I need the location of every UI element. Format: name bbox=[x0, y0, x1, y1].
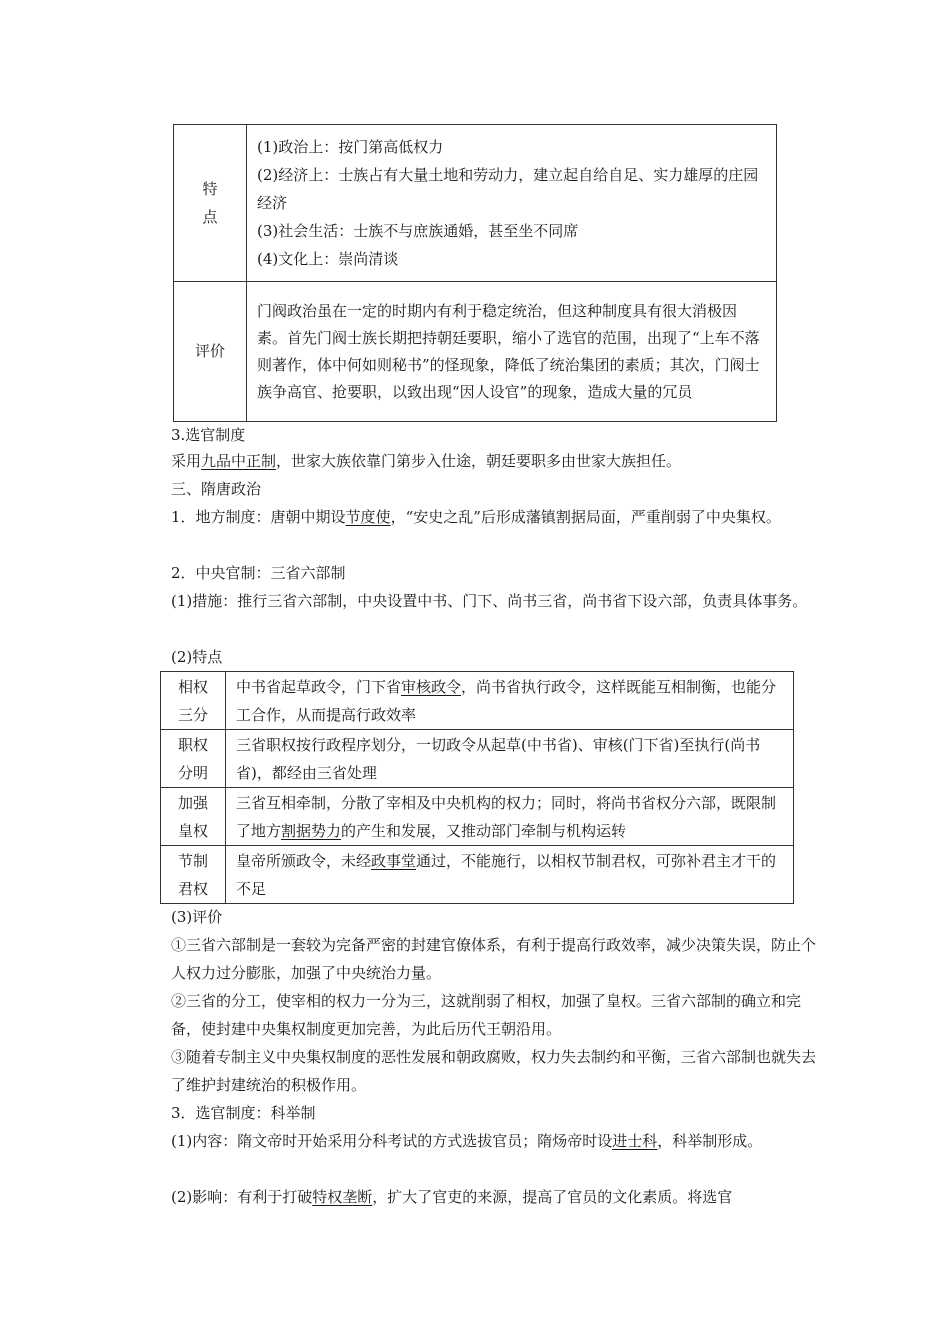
paragraph: ①三省六部制是一套较为完备严密的封建官僚体系，有利于提高行政效率，减少决策失误，防止个人权力过分膨胀，加强了中央统治力量。 bbox=[171, 936, 817, 982]
key-term: 审核政令 bbox=[401, 677, 462, 696]
row-content bbox=[226, 788, 794, 846]
row-label bbox=[161, 788, 226, 846]
text: (1)内容：隋文帝时开始采用分科考试的方式选拔官员；隋炀帝时设 bbox=[171, 1132, 613, 1150]
label-char: 点 bbox=[202, 208, 218, 226]
row-content-tedian bbox=[247, 125, 777, 282]
key-term: 九品中正制 bbox=[201, 452, 277, 470]
label-line: 相权 bbox=[177, 677, 208, 696]
row-content bbox=[226, 846, 794, 904]
key-term: 节度使 bbox=[345, 508, 391, 526]
paragraph bbox=[171, 1183, 816, 1211]
row-content bbox=[226, 730, 794, 788]
paragraph bbox=[171, 1127, 816, 1155]
table-row bbox=[174, 282, 777, 422]
label-line: 分明 bbox=[177, 763, 208, 782]
row-content bbox=[226, 672, 794, 730]
paragraph: (1)措施：推行三省六部制，中央设置中书、门下、尚书三省，尚书省下设六部，负责具体事务。 bbox=[171, 592, 808, 610]
sansheng-table bbox=[160, 671, 794, 904]
section-heading: 3．选官制度：科举制 bbox=[171, 1104, 316, 1122]
text: ，尚书省执行政令，这样既能互相制衡，也能分工合作，从而提高行政效率 bbox=[236, 677, 777, 724]
feature-item: (4)文化上：崇尚清谈 bbox=[257, 250, 399, 268]
section-heading: 3.选官制度 bbox=[171, 426, 246, 444]
text: 的产生和发展，又推动部门牵制与机构运转 bbox=[341, 821, 627, 840]
key-term: 政事堂 bbox=[371, 851, 417, 870]
feature-item: (1)政治上：按门第高低权力 bbox=[257, 138, 444, 156]
text: (2)影响：有利于打破 bbox=[171, 1188, 313, 1206]
paragraph bbox=[171, 447, 816, 475]
key-term: 特权垄断 bbox=[312, 1188, 373, 1206]
text: 三省互相牵制，分散了宰相及中央机构的权力；同时，将尚书省权分六部，既限制了地方 bbox=[236, 793, 777, 840]
text: ，“安史之乱”后形成藩镇割据局面，严重削弱了中央集权。 bbox=[390, 508, 781, 526]
paragraph bbox=[171, 503, 816, 531]
row-content-pingjia: 门阀政治虽在一定的时期内有利于稳定统治，但这种制度具有很大消极因素。首先门阀士族长期把持朝廷要职，缩小了选官的范围，出现了“上车不落则著作，体中何如则秘书”的怪现象，降低了统治集团的素质；其次，门阀士族争高官、抢要职，以致出现“因人设官”的现象，造成大量的冗员 bbox=[247, 282, 777, 422]
label-line: 职权 bbox=[177, 735, 208, 754]
section-heading: (2)特点 bbox=[171, 648, 223, 666]
table-row bbox=[161, 730, 794, 788]
menfa-table bbox=[173, 124, 777, 422]
text: 1．地方制度：唐朝中期设 bbox=[171, 508, 346, 526]
paragraph: ③随着专制主义中央集权制度的恶性发展和朝政腐败，权力失去制约和平衡，三省六部制也就失去了维护封建统治的积极作用。 bbox=[171, 1048, 817, 1094]
label-line: 君权 bbox=[177, 879, 208, 898]
label-line: 三分 bbox=[177, 705, 208, 724]
section-heading: 2．中央官制：三省六部制 bbox=[171, 564, 346, 582]
text: ，世家大族依靠门第步入仕途，朝廷要职多由世家大族担任。 bbox=[276, 452, 682, 470]
table-row bbox=[174, 125, 777, 282]
text: 通过，不能施行，以相权节制君权，可弥补君主才干的不足 bbox=[236, 851, 777, 898]
text: 中书省起草政令，门下省 bbox=[236, 677, 402, 696]
key-term: 割据势力 bbox=[281, 821, 342, 840]
table-row bbox=[161, 672, 794, 730]
text: 采用 bbox=[171, 452, 202, 470]
label-line: 节制 bbox=[177, 851, 208, 870]
text: 皇帝所颁政令，未经 bbox=[236, 851, 372, 870]
text: 三省职权按行政程序划分，一切政令从起草(中书省)、审核(门下省)至执行(尚书省)，都经由三省处理 bbox=[236, 735, 761, 782]
row-label bbox=[161, 730, 226, 788]
section-heading: 三、隋唐政治 bbox=[171, 480, 262, 498]
feature-item: (3)社会生活：士族不与庶族通婚，甚至坐不同席 bbox=[257, 222, 579, 240]
section-heading: (3)评价 bbox=[171, 908, 223, 926]
row-label-tedian bbox=[174, 125, 247, 282]
paragraph: ②三省的分工，使宰相的权力一分为三，这就削弱了相权，加强了皇权。三省六部制的确立和完备，使封建中央集权制度更加完善，为此后历代王朝沿用。 bbox=[171, 992, 802, 1038]
label-line: 皇权 bbox=[177, 821, 208, 840]
label-line: 加强 bbox=[177, 793, 208, 812]
row-label bbox=[161, 672, 226, 730]
text: ，科举制形成。 bbox=[657, 1132, 763, 1150]
feature-item: (2)经济上：士族占有大量土地和劳动力，建立起自给自足、实力雄厚的庄园经济 bbox=[257, 166, 759, 212]
text: ，扩大了官吏的来源，提高了官员的文化素质。将选官 bbox=[372, 1188, 733, 1206]
table-row bbox=[161, 846, 794, 904]
key-term: 进士科 bbox=[612, 1132, 658, 1150]
table-row bbox=[161, 788, 794, 846]
label-char: 特 bbox=[202, 180, 218, 198]
row-label bbox=[161, 846, 226, 904]
row-label-pingjia: 评价 bbox=[174, 282, 247, 422]
